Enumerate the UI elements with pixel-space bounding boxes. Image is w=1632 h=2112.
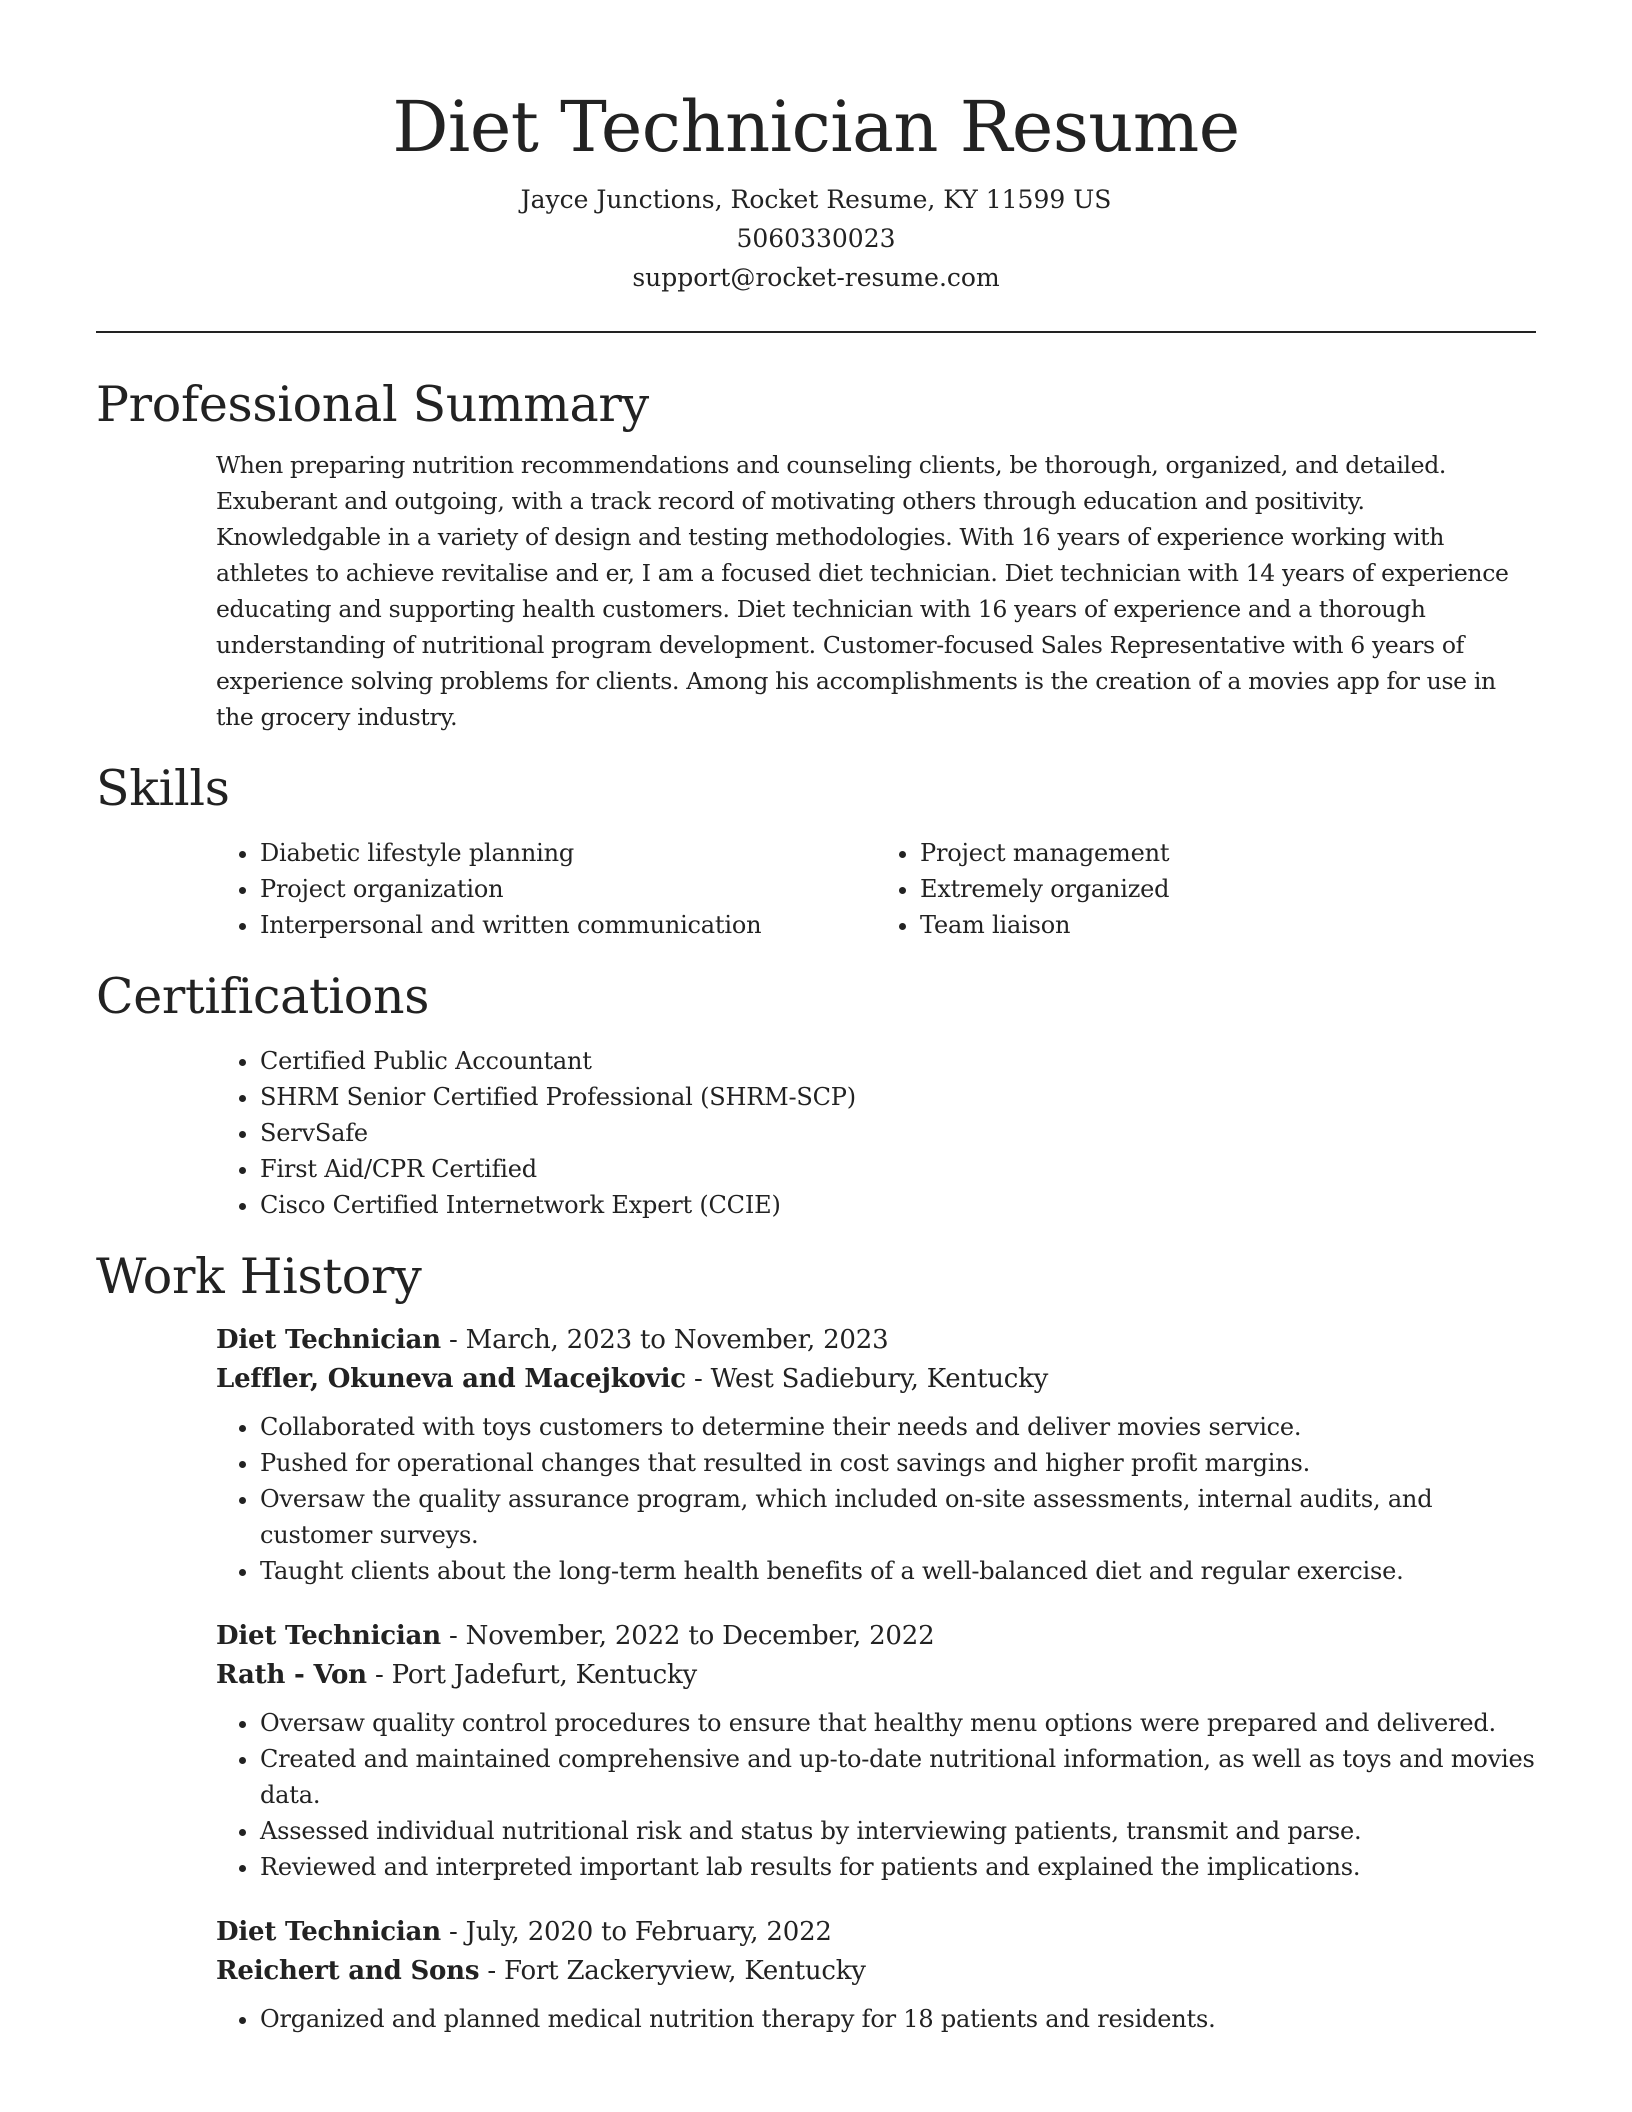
job-company: Leffler, Okuneva and Macejkovic bbox=[216, 1364, 686, 1394]
section-work-history bbox=[0, 1245, 1632, 2037]
job-title-line: Diet Technician - March, 2023 to November, 2023 bbox=[216, 1325, 889, 1355]
list-item: • Collaborated with toys customers to determine their needs and deliver movies service. bbox=[260, 1409, 1536, 1445]
job-title: Diet Technician bbox=[216, 1917, 441, 1947]
job-company-line: Reichert and Sons - Fort Zackeryview, Kentucky bbox=[216, 1956, 866, 1986]
list-item: • Project organization bbox=[260, 871, 876, 907]
job-title: Diet Technician bbox=[216, 1621, 441, 1651]
certifications-list bbox=[216, 1043, 1536, 1223]
list-item: • Extremely organized bbox=[920, 871, 1536, 907]
list-item: • Created and maintained comprehensive and up-to-date nutritional information, as well as toys and movies data. bbox=[260, 1741, 1536, 1813]
list-item: • Diabetic lifestyle planning bbox=[260, 835, 876, 871]
list-item: • Pushed for operational changes that resulted in cost savings and higher profit margins. bbox=[260, 1445, 1536, 1481]
section-heading: Professional Summary bbox=[96, 376, 649, 433]
job-title-line: Diet Technician - November, 2022 to December, 2022 bbox=[216, 1621, 935, 1651]
list-item: • SHRM Senior Certified Professional (SHRM-SCP) bbox=[260, 1079, 1536, 1115]
list-item: • Project management bbox=[920, 835, 1536, 871]
job-entry bbox=[216, 1617, 1536, 1885]
section-heading: Certifications bbox=[96, 968, 430, 1025]
section-heading: Work History bbox=[96, 1248, 422, 1305]
job-dates: March, 2023 to November, 2023 bbox=[465, 1325, 889, 1355]
job-duties bbox=[216, 2001, 1536, 2037]
certifications-container bbox=[216, 1043, 1536, 1223]
job-entry bbox=[216, 1321, 1536, 1589]
contact-info bbox=[0, 180, 1632, 297]
resume-header bbox=[0, 0, 1632, 297]
job-entry bbox=[216, 1913, 1536, 2037]
list-item: • Team liaison bbox=[920, 907, 1536, 943]
list-item: • Assessed individual nutritional risk and status by interviewing patients, transmit and parse. bbox=[260, 1813, 1536, 1849]
header-divider bbox=[96, 331, 1536, 333]
skills-grid bbox=[216, 835, 1536, 943]
contact-address: Jayce Junctions, Rocket Resume, KY 11599 US bbox=[520, 185, 1112, 214]
list-item: • Taught clients about the long-term health benefits of a well-balanced diet and regular exercise. bbox=[260, 1553, 1536, 1589]
contact-phone: 5060330023 bbox=[736, 224, 896, 253]
job-duties bbox=[216, 1705, 1536, 1885]
section-professional-summary bbox=[0, 373, 1632, 735]
job-company-line: Leffler, Okuneva and Macejkovic - West Sadiebury, Kentucky bbox=[216, 1364, 1049, 1394]
job-company: Rath - Von bbox=[216, 1660, 367, 1690]
list-item: • Certified Public Accountant bbox=[260, 1043, 1536, 1079]
job-duties bbox=[216, 1409, 1536, 1589]
list-item: • ServSafe bbox=[260, 1115, 1536, 1151]
summary-text: When preparing nutrition recommendations and counseling clients, be thorough, organized, and detailed. Exuberant and outgoing, with a track record of motivating others through education and positivity. Knowledgable in a variety of design and testing methodologies. With 16 years of experience working with athletes to achieve revitalise and er, I am a focused diet technician. Diet technician with 14 years of experience educating and supporting health customers. Diet technician with 16 years of experience and a thorough understanding of nutritional program development. Customer-focused Sales Representative with 6 years of experience solving problems for clients. Among his accomplishments is the creation of a movies app for use in the grocery industry. bbox=[216, 451, 1509, 731]
section-skills bbox=[0, 757, 1632, 943]
job-title: Diet Technician bbox=[216, 1325, 441, 1355]
job-dates: November, 2022 to December, 2022 bbox=[465, 1621, 935, 1651]
job-company-line: Rath - Von - Port Jadefurt, Kentucky bbox=[216, 1660, 698, 1690]
job-company: Reichert and Sons bbox=[216, 1956, 480, 1986]
section-heading: Skills bbox=[96, 760, 230, 817]
list-item: • First Aid/CPR Certified bbox=[260, 1151, 1536, 1187]
list-item: • Oversaw the quality assurance program, which included on-site assessments, internal audits, and customer surveys. bbox=[260, 1481, 1536, 1553]
skills-list-right bbox=[876, 835, 1536, 943]
contact-email: support@rocket-resume.com bbox=[632, 263, 1000, 292]
job-location: Port Jadefurt, Kentucky bbox=[391, 1660, 698, 1690]
list-item: • Oversaw quality control procedures to ensure that healthy menu options were prepared and delivered. bbox=[260, 1705, 1536, 1741]
list-item: • Cisco Certified Internetwork Expert (CCIE) bbox=[260, 1187, 1536, 1223]
list-item: • Reviewed and interpreted important lab results for patients and explained the implications. bbox=[260, 1849, 1536, 1885]
job-dates: July, 2020 to February, 2022 bbox=[465, 1917, 832, 1947]
job-location: Fort Zackeryview, Kentucky bbox=[504, 1956, 866, 1986]
job-title-line: Diet Technician - July, 2020 to February, 2022 bbox=[216, 1917, 832, 1947]
list-item: • Organized and planned medical nutrition therapy for 18 patients and residents. bbox=[260, 2001, 1536, 2037]
skills-list-left bbox=[216, 835, 876, 943]
job-location: West Sadiebury, Kentucky bbox=[710, 1364, 1049, 1394]
page-title: Diet Technician Resume bbox=[392, 86, 1240, 168]
section-certifications bbox=[0, 965, 1632, 1223]
list-item: • Interpersonal and written communication bbox=[260, 907, 876, 943]
